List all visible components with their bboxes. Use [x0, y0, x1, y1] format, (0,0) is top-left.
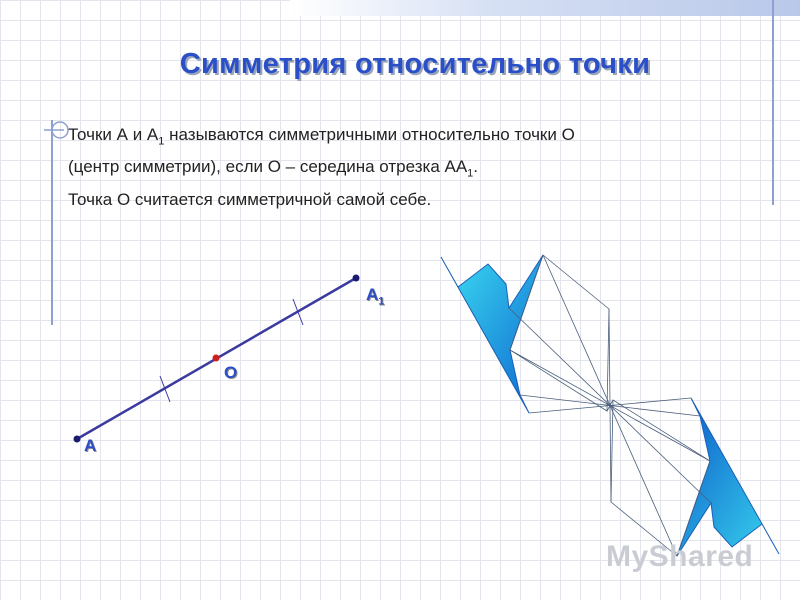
- figure-upper-half: [441, 255, 543, 413]
- point-a1-dot: [353, 275, 360, 282]
- def-line1-subscript: 1: [158, 135, 165, 148]
- def-line2-subscript: 1: [467, 167, 474, 180]
- definition-line-3: Точка О считается симметричной самой себе.: [68, 189, 432, 209]
- def-line2-part-b: .: [473, 157, 479, 177]
- symmetry-construction-lines: [509, 255, 711, 556]
- label-point-a: А: [84, 436, 97, 455]
- point-a-dot: [74, 436, 81, 443]
- label-point-o: О: [224, 363, 238, 382]
- point-o-dot: [213, 355, 220, 362]
- figure-lower-half: [677, 398, 779, 556]
- slide-title: Симметрия относительно точки: [179, 48, 651, 80]
- def-line1-part-a: Точки А и А: [68, 125, 159, 144]
- label-a1-subscript: 1: [378, 295, 385, 308]
- def-line1-part-b: называются симметричными относительно точки О: [164, 125, 575, 144]
- def-line2-part-a: (центр симметрии), если О – середина отрезка АА: [68, 157, 468, 177]
- label-point-a1: [366, 285, 384, 307]
- watermark-text: MyShared: [606, 540, 754, 573]
- label-a1-base: А: [366, 285, 379, 304]
- watermark-logo: [606, 540, 753, 574]
- equal-tick-right: [293, 299, 303, 325]
